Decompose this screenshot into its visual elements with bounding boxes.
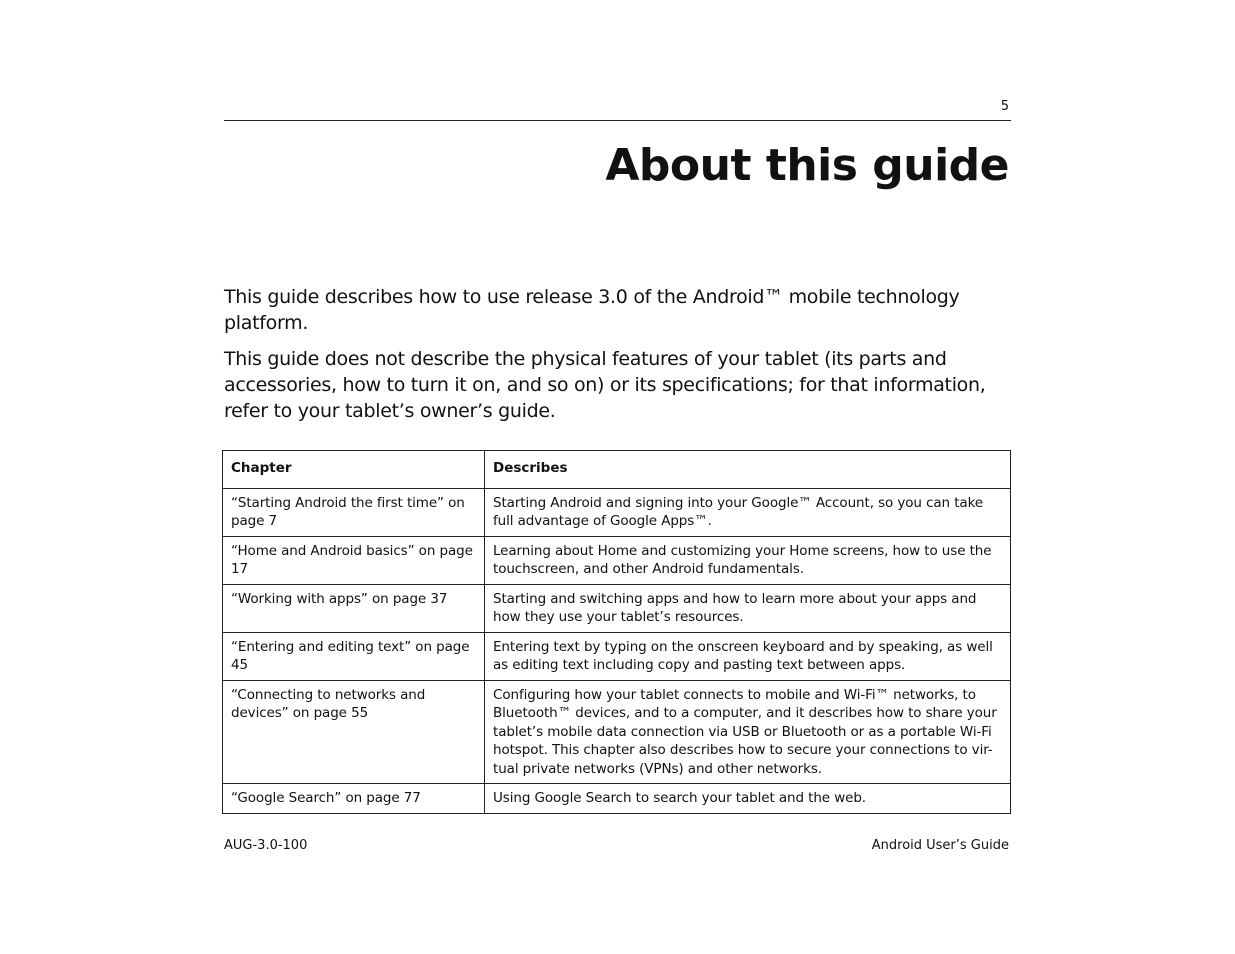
chapter-cell: “Entering and editing text” on page 45 [223,632,485,680]
chapter-cell: “Google Search” on page 77 [223,784,485,814]
table-header-row [223,451,1011,489]
table-row [223,488,1011,536]
chapter-cell: “Working with apps” on page 37 [223,584,485,632]
intro-paragraph-1: This guide describes how to use release 3.0 of the Android™ mobile technology platform. [224,286,960,334]
description-cell: Configuring how your tablet connects to mobile and Wi-Fi™ networks, to Bluetooth™ devices, and to a computer, and it describes how to share your tablet’s mobile data connection via USB or Bluetooth or as a portable Wi-Fi hotspot. This chapter also describes how to secure your connections to vir-tual private networks (VPNs) and other networks. [485,680,1011,784]
chapter-table [222,450,1011,814]
intro-paragraph-2: This guide does not describe the physical features of your tablet (its parts and accessories, how to turn it on, and so on) or its specifications; for that information, refer to your tablet’s owner’s guide. [224,348,986,422]
page-number: 5 [1000,99,1009,114]
page-title: About this guide [605,140,1009,191]
header-describes: Describes [485,451,1011,489]
header-rule [224,120,1011,121]
table-row [223,680,1011,784]
chapter-cell: “Home and Android basics” on page 17 [223,536,485,584]
description-cell: Starting Android and signing into your Google™ Account, so you can take full advantage of Google Apps™. [485,488,1011,536]
chapter-cell: “Starting Android the first time” on page 7 [223,488,485,536]
description-cell: Starting and switching apps and how to learn more about your apps and how they use your tablet’s resources. [485,584,1011,632]
intro-text [224,284,1014,434]
footer-doc-code: AUG-3.0-100 [224,838,308,853]
header-chapter: Chapter [223,451,485,489]
table-row [223,584,1011,632]
description-cell: Learning about Home and customizing your Home screens, how to use the touchscreen, and other Android fundamentals. [485,536,1011,584]
footer-doc-name: Android User’s Guide [871,838,1009,853]
description-cell: Entering text by typing on the onscreen keyboard and by speaking, as well as editing text including copy and pasting text between apps. [485,632,1011,680]
table-row [223,536,1011,584]
chapter-cell: “Connecting to networks and devices” on page 55 [223,680,485,784]
description-cell: Using Google Search to search your tablet and the web. [485,784,1011,814]
table-row [223,632,1011,680]
table-row [223,784,1011,814]
